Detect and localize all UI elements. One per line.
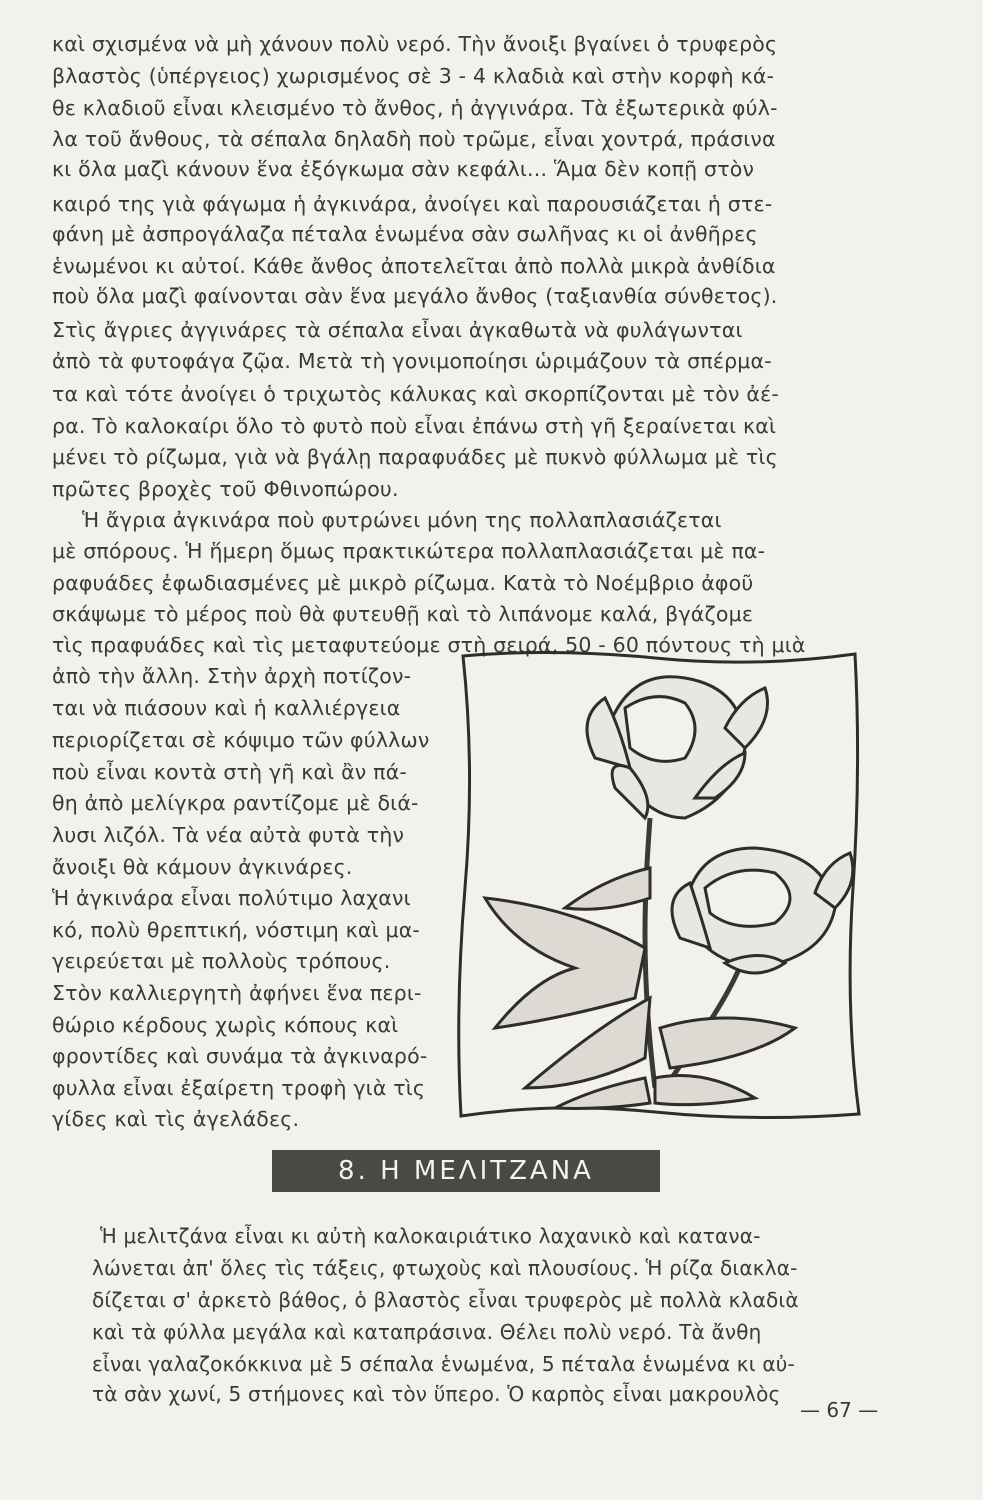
text-line: θε κλαδιοῦ εἶναι κλεισμένο τὸ ἄνθος, ἡ ἀγγινάρα. Τὰ ἐξωτερικὰ φύλ- <box>52 96 778 120</box>
text-line: περιορίζεται σὲ κόψιμο τῶν φύλλων <box>52 728 430 752</box>
text-line: φροντίδες καὶ συνάμα τὰ ἀγκιναρό- <box>52 1044 428 1068</box>
text-line: ραφυάδες ἐφωδιασμένες μὲ μικρὸ ρίζωμα. Κατὰ τὸ Νοέμβριο ἀφοῦ <box>52 571 754 595</box>
text-line: μένει τὸ ρίζωμα, γιὰ νὰ βγάλῃ παραφυάδες μὲ πυκνὸ φύλλωμα μὲ τὶς <box>52 445 778 469</box>
text-line: καὶ σχισμένα νὰ μὴ χάνουν πολὺ νερό. Τὴν ἄνοιξι βγαίνει ὁ τρυφερὸς <box>52 32 778 56</box>
text-line: τα καὶ τότε ἀνοίγει ὁ τριχωτὸς κάλυκας καὶ σκορπίζονται μὲ τὸν ἀέ- <box>52 382 779 406</box>
text-line: καὶ τὰ φύλλα μεγάλα καὶ καταπράσινα. Θέλει πολὺ νερό. Τὰ ἄνθη <box>92 1320 762 1344</box>
text-line: ποὺ εἶναι κοντὰ στὴ γῆ καὶ ἂν πά- <box>52 760 408 784</box>
page-number: — 67 — <box>800 1398 879 1422</box>
text-line: Στὶς ἄγριες ἀγγινάρες τὰ σέπαλα εἶναι ἀγκαθωτὰ νὰ φυλάγωνται <box>52 318 743 342</box>
text-line: Ἡ μελιτζάνα εἶναι κι αὐτὴ καλοκαιριάτικο λαχανικὸ καὶ κατανα- <box>100 1224 761 1248</box>
text-line: σκάψωμε τὸ μέρος ποὺ θὰ φυτευθῇ καὶ τὸ λιπάνομε καλά, βγάζομε <box>52 602 754 626</box>
text-line: Στὸν καλλιεργητὴ ἀφήνει ἕνα περι- <box>52 981 422 1005</box>
text-line: λα τοῦ ἄνθους, τὰ σέπαλα δηλαδὴ ποὺ τρῶμε, εἶναι χοντρά, πράσινα <box>52 127 776 151</box>
text-line: δίζεται σ' ἀρκετὸ βάθος, ὁ βλαστὸς εἶναι τρυφερὸς μὲ πολλὰ κλαδιὰ <box>92 1288 799 1312</box>
text-line: βλαστὸς (ὑπέργειος) χωρισμένος σὲ 3 - 4 κλαδιὰ καὶ στὴν κορφὴ κά- <box>52 64 775 88</box>
artichoke-illustration <box>455 648 863 1120</box>
text-line: θώριο κέρδους χωρὶς κόπους καὶ <box>52 1013 399 1037</box>
text-line: γίδες καὶ τὶς ἀγελάδες. <box>52 1107 300 1131</box>
text-line: τὶς πραφυάδες καὶ τὶς μεταφυτεύομε στὴ σειρά, 50 - 60 πόντους τὴ μιὰ <box>52 633 806 657</box>
text-line: Ἡ ἀγκινάρα εἶναι πολύτιμο λαχανι <box>52 886 411 910</box>
text-line: ἀπὸ τὰ φυτοφάγα ζῷα. Μετὰ τὴ γονιμοποίησι ὡριμάζουν τὰ σπέρμα- <box>52 349 772 373</box>
text-line: ρα. Τὸ καλοκαίρι ὅλο τὸ φυτὸ ποὺ εἶναι ἐπάνω στὴ γῆ ξεραίνεται καὶ <box>52 414 777 438</box>
text-line: φυλλα εἶναι ἐξαίρετη τροφὴ γιὰ τὶς <box>52 1076 426 1100</box>
text-line: τὰ σὰν χωνί, 5 στήμονες καὶ τὸν ὕπερο. Ὁ καρπὸς εἶναι μακρουλὸς <box>92 1382 781 1406</box>
text-line: πρῶτες βροχὲς τοῦ Φθινοπώρου. <box>52 477 399 501</box>
section-heading: 8. Η ΜΕΛΙΤΖΑΝΑ <box>272 1150 660 1192</box>
text-line: κό, πολὺ θρεπτική, νόστιμη καὶ μα- <box>52 918 421 942</box>
text-line: καιρό της γιὰ φάγωμα ἡ ἀγκινάρα, ἀνοίγει καὶ παρουσιάζεται ἡ στε- <box>52 192 773 216</box>
text-line: ται νὰ πιάσουν καὶ ἡ καλλιέργεια <box>52 696 401 720</box>
text-line: μὲ σπόρους. Ἡ ἥμερη ὅμως πρακτικώτερα πολλαπλασιάζεται μὲ πα- <box>52 539 766 563</box>
text-line: φάνη μὲ ἀσπρογάλαζα πέταλα ἑνωμένα σὰν σωλῆνας κι οἱ ἀνθῆρες <box>52 222 758 246</box>
text-line: θη ἀπὸ μελίγκρα ραντίζομε μὲ διά- <box>52 791 419 815</box>
text-line: ποὺ ὅλα μαζὶ φαίνονται σὰν ἕνα μεγάλο ἄνθος (ταξιανθία σύνθετος). <box>52 284 778 308</box>
text-line: ἀπὸ τὴν ἄλλη. Στὴν ἀρχὴ ποτίζον- <box>52 664 412 688</box>
text-line: κι ὅλα μαζὶ κάνουν ἕνα ἐξόγκωμα σὰν κεφάλι... Ἅμα δὲν κοπῇ στὸν <box>52 157 755 181</box>
text-line: λυσι λιζόλ. Τὰ νέα αὐτὰ φυτὰ τὴν <box>52 823 405 847</box>
text-line: ἑνωμένοι κι αὐτοί. Κάθε ἄνθος ἀποτελεῖται ἀπὸ πολλὰ μικρὰ ἀνθίδια <box>52 254 776 278</box>
text-line: λώνεται ἀπ' ὅλες τὶς τάξεις, φτωχοὺς καὶ πλουσίους. Ἡ ρίζα διακλα- <box>92 1256 798 1280</box>
text-line: Ἡ ἄγρια ἀγκινάρα ποὺ φυτρώνει μόνη της πολλαπλασιάζεται <box>82 508 722 532</box>
text-line: εἶναι γαλαζοκόκκινα μὲ 5 σέπαλα ἑνωμένα, 5 πέταλα ἑνωμένα κι αὐ- <box>92 1352 795 1376</box>
text-line: ἄνοιξι θὰ κάμουν ἀγκινάρες. <box>52 855 353 879</box>
text-line: γειρεύεται μὲ πολλοὺς τρόπους. <box>52 949 391 973</box>
